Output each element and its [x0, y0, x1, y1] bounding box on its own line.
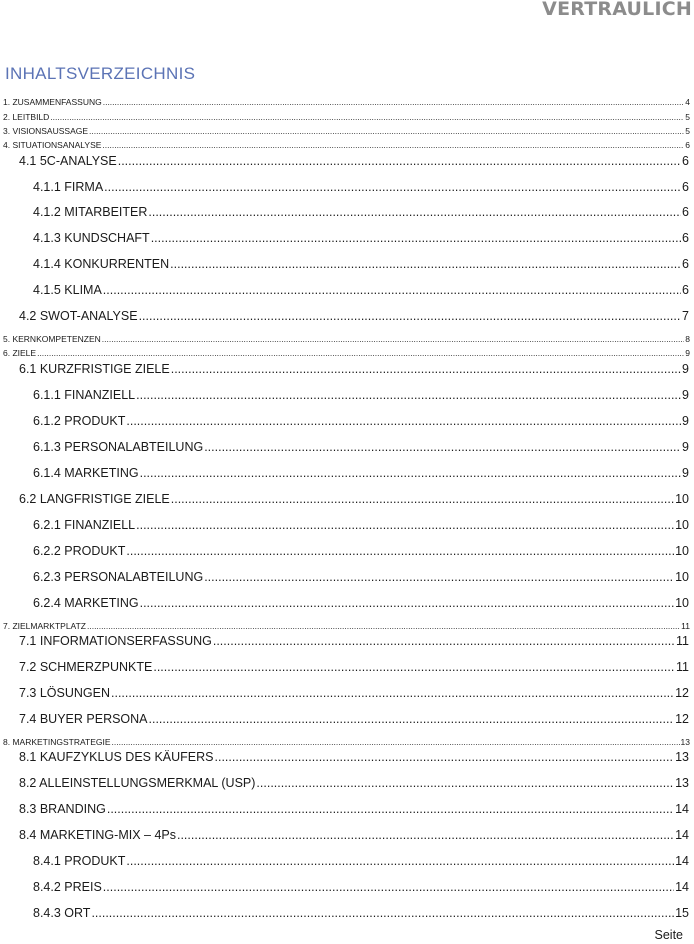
dot-leader: [126, 852, 674, 870]
toc-entry-title: 6.2 LANGFRISTIGE ZIELE: [19, 492, 170, 506]
toc-entry[interactable]: [19, 307, 689, 325]
toc-entry[interactable]: [33, 464, 689, 482]
toc-entry-page-number: 10: [675, 570, 689, 584]
dot-leader: [204, 438, 681, 456]
toc-entry-title: 4.1.4 KONKURRENTEN: [33, 257, 170, 271]
toc-entry-page-number: 6: [682, 205, 689, 219]
dot-leader: [104, 178, 681, 196]
dot-leader: [171, 360, 681, 378]
toc-entry-page-number: 10: [675, 518, 689, 532]
toc-entry-page-number: 11: [681, 621, 690, 631]
dot-leader: [170, 255, 681, 273]
toc-entry-page-number: 6: [682, 231, 689, 245]
dot-leader: [215, 748, 675, 766]
toc-entry-title: 7.1 INFORMATIONSERFASSUNG: [19, 634, 212, 648]
toc-entry[interactable]: [33, 178, 689, 196]
confidential-header: VERTRAULICH: [542, 0, 692, 20]
toc-entry-title: 6.1 KURZFRISTIGE ZIELE: [19, 362, 170, 376]
toc-entry[interactable]: [19, 632, 689, 650]
toc-entry[interactable]: [19, 826, 689, 844]
toc-entry-page-number: 9: [682, 414, 689, 428]
toc-entry[interactable]: [3, 347, 690, 360]
toc-entry-page-number: 14: [675, 854, 689, 868]
dot-leader: [126, 412, 681, 430]
toc-entry-title: 4.1 5C-ANALYSE: [19, 154, 117, 168]
dot-leader: [37, 347, 684, 360]
toc-entry-title: 4.1.5 KLIMA: [33, 283, 102, 297]
toc-entry[interactable]: [19, 360, 689, 378]
toc-entry-page-number: 14: [675, 802, 689, 816]
dot-leader: [136, 386, 681, 404]
toc-entry[interactable]: [3, 96, 690, 109]
toc-entry-title: 6.2.2 PRODUKT: [33, 544, 126, 558]
toc-entry[interactable]: [33, 594, 689, 612]
toc-entry-title: 8.4.3 ORT: [33, 906, 91, 920]
toc-entry-page-number: 11: [676, 634, 689, 648]
toc-entry[interactable]: [3, 139, 690, 152]
toc-entry[interactable]: [3, 333, 690, 346]
dot-leader: [103, 281, 681, 299]
toc-entry[interactable]: [33, 412, 689, 430]
toc-entry-page-number: 13: [680, 737, 690, 747]
dot-leader: [103, 878, 674, 896]
toc-entry-page-number: 9: [682, 440, 689, 454]
toc-entry-page-number: 9: [682, 362, 689, 376]
toc-entry-page-number: 6: [682, 283, 689, 297]
toc-entry[interactable]: [33, 568, 689, 586]
toc-entry-title: 3. VISIONSAUSSAGE: [3, 126, 89, 136]
dot-leader: [102, 333, 684, 346]
toc-entry[interactable]: [19, 658, 689, 676]
dot-leader: [140, 464, 681, 482]
toc-entry[interactable]: [33, 203, 689, 221]
toc-entry[interactable]: [33, 386, 689, 404]
toc-entry-title: 6.1.2 PRODUKT: [33, 414, 126, 428]
toc-entry[interactable]: [19, 152, 689, 170]
toc-entry-page-number: 11: [676, 660, 689, 674]
toc-entry-page-number: 10: [675, 492, 689, 506]
toc-entry-title: 6.1.3 PERSONALABTEILUNG: [33, 440, 204, 454]
toc-entry[interactable]: [33, 229, 689, 247]
toc-entry-page-number: 4: [685, 97, 690, 107]
toc-entry-page-number: 8: [685, 334, 690, 344]
toc-entry[interactable]: [33, 516, 689, 534]
toc-entry[interactable]: [33, 878, 689, 896]
dot-leader: [213, 632, 675, 650]
toc-entry-title: 7.3 LÖSUNGEN: [19, 686, 111, 700]
toc-entry-title: 6.2.4 MARKETING: [33, 596, 139, 610]
toc-entry[interactable]: [19, 800, 689, 818]
toc-entry-page-number: 12: [675, 712, 689, 726]
dot-leader: [111, 684, 674, 702]
toc-entry[interactable]: [33, 255, 689, 273]
toc-entry-page-number: 12: [675, 686, 689, 700]
toc-entry-page-number: 9: [685, 348, 690, 358]
toc-entry-title: 4.2 SWOT-ANALYSE: [19, 309, 138, 323]
toc-entry-title: 8.4.2 PREIS: [33, 880, 102, 894]
page-footer-label: Seite: [654, 928, 683, 942]
dot-leader: [102, 139, 684, 152]
toc-entry-title: 4.1.3 KUNDSCHAFT: [33, 231, 150, 245]
toc-entry-page-number: 14: [675, 828, 689, 842]
dot-leader: [139, 307, 681, 325]
toc-entry-page-number: 10: [675, 596, 689, 610]
toc-entry[interactable]: [19, 748, 689, 766]
toc-entry-page-number: 14: [675, 880, 689, 894]
toc-entry-page-number: 13: [675, 776, 689, 790]
toc-entry-page-number: 5: [685, 112, 690, 122]
toc-entry[interactable]: [19, 490, 689, 508]
dot-leader: [50, 111, 684, 124]
toc-entry-title: 1. ZUSAMMENFASSUNG: [3, 97, 102, 107]
toc-entry-page-number: 9: [682, 388, 689, 402]
toc-entry-page-number: 13: [675, 750, 689, 764]
toc-entry-title: 6. ZIELE: [3, 348, 37, 358]
toc-entry-page-number: 15: [675, 906, 689, 920]
toc-entry[interactable]: [19, 774, 689, 792]
dot-leader: [149, 710, 675, 728]
toc-entry-title: 6.1.4 MARKETING: [33, 466, 139, 480]
dot-leader: [126, 542, 674, 560]
toc-entry-page-number: 6: [685, 140, 690, 150]
toc-entry-title: 6.1.1 FINANZIELL: [33, 388, 136, 402]
toc-entry[interactable]: [33, 438, 689, 456]
toc-entry-title: 2. LEITBILD: [3, 112, 50, 122]
toc-entry-page-number: 6: [682, 257, 689, 271]
toc-entry-title: 7.2 SCHMERZPUNKTE: [19, 660, 153, 674]
dot-leader: [136, 516, 674, 534]
toc-entry-title: 8. MARKETINGSTRATEGIE: [3, 737, 111, 747]
toc-title: INHALTSVERZEICHNIS: [5, 64, 196, 83]
dot-leader: [256, 774, 674, 792]
toc-entry[interactable]: [33, 904, 689, 922]
toc-entry-title: 8.1 KAUFZYKLUS DES KÄUFERS: [19, 750, 214, 764]
toc-entry-title: 6.2.1 FINANZIELL: [33, 518, 136, 532]
toc-entry[interactable]: [3, 111, 690, 124]
toc-entry[interactable]: [33, 852, 689, 870]
toc-entry-page-number: 5: [685, 126, 690, 136]
toc-entry-page-number: 9: [682, 466, 689, 480]
toc-entry-page-number: 6: [682, 180, 689, 194]
toc-entry-page-number: 10: [675, 544, 689, 558]
dot-leader: [103, 96, 685, 109]
toc-entry-title: 8.3 BRANDING: [19, 802, 106, 816]
dot-leader: [151, 229, 681, 247]
toc-entry-title: 8.2 ALLEINSTELLUNGSMERKMAL (USP): [19, 776, 256, 790]
toc-entry-title: 7. ZIELMARKTPLATZ: [3, 621, 86, 631]
dot-leader: [148, 203, 681, 221]
dot-leader: [107, 800, 674, 818]
dot-leader: [171, 490, 674, 508]
toc-entry-title: 5. KERNKOMPETENZEN: [3, 334, 101, 344]
toc-entry-title: 4.1.2 MITARBEITER: [33, 205, 148, 219]
dot-leader: [153, 658, 675, 676]
dot-leader: [177, 826, 674, 844]
toc-entry-title: 6.2.3 PERSONALABTEILUNG: [33, 570, 204, 584]
toc-entry-title: 8.4.1 PRODUKT: [33, 854, 126, 868]
dot-leader: [89, 125, 684, 138]
toc-entry[interactable]: [3, 125, 690, 138]
toc-entry-page-number: 7: [682, 309, 689, 323]
toc-entry-title: 4.1.1 FIRMA: [33, 180, 104, 194]
dot-leader: [118, 152, 681, 170]
toc-entry-page-number: 6: [682, 154, 689, 168]
toc-entry-title: 7.4 BUYER PERSONA: [19, 712, 148, 726]
dot-leader: [140, 594, 675, 612]
toc-entry[interactable]: [33, 542, 689, 560]
toc-entry[interactable]: [19, 684, 689, 702]
dot-leader: [204, 568, 674, 586]
toc-entry[interactable]: [33, 281, 689, 299]
dot-leader: [91, 904, 674, 922]
toc-entry-title: 8.4 MARKETING-MIX – 4Ps: [19, 828, 176, 842]
toc-entry-title: 4. SITUATIONSANALYSE: [3, 140, 102, 150]
toc-entry[interactable]: [19, 710, 689, 728]
